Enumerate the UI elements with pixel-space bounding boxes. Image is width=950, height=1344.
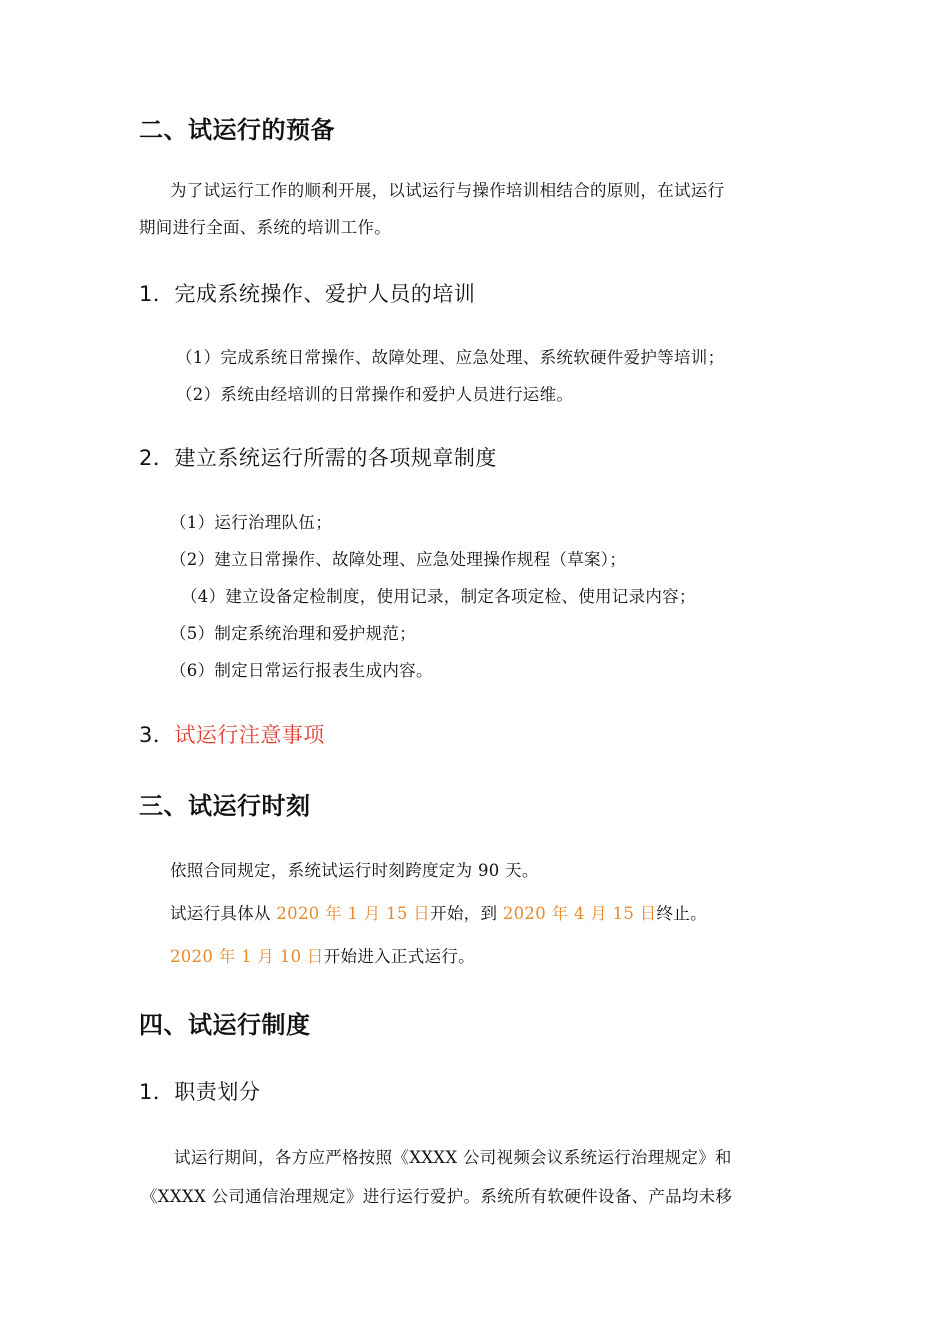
intro-paragraph-line-1: 为了试运行工作的顺利开展，以试运行与操作培训相结合的原则，在试运行	[170, 181, 725, 200]
subheading-number: 3．	[139, 723, 175, 747]
subheading-training: 1．完成系统操作、爱护人员的培训	[139, 282, 476, 306]
formal-operation-date: 2020 年 1 月 10 日	[170, 947, 324, 966]
end-date: 2020 年 4 月 15 日	[502, 904, 657, 923]
subheading-precautions	[139, 719, 325, 749]
list-item-regulation-2: （2）建立日常操作、故障处理、应急处理操作规程（草案）；	[170, 550, 627, 569]
subheading-regulations: 2．建立系统运行所需的各项规章制度	[139, 446, 497, 470]
time-line-1: 依照合同规定，系统试运行时刻跨度定为 90 天。	[170, 861, 539, 880]
time-line-3	[170, 943, 475, 967]
section-heading-system: 四、试运行制度	[139, 1011, 311, 1039]
responsibility-paragraph-line-2: 《XXXX 公司通信治理规定》进行运行爱护。系统所有软硬件设备、产品均未移	[141, 1187, 733, 1206]
subheading-responsibilities: 1．职责划分	[139, 1080, 261, 1104]
time-line-2-suffix: 终止。	[656, 904, 707, 923]
list-item-regulation-4: （4）建立设备定检制度，使用记录，制定各项定检、使用记录内容；	[181, 587, 696, 606]
time-line-2-middle: 开始，到	[430, 904, 503, 923]
list-item-regulation-5: （5）制定系统治理和爱护规范；	[170, 624, 416, 643]
time-line-2	[170, 900, 707, 924]
start-date: 2020 年 1 月 15 日	[276, 904, 431, 923]
precautions-title: 试运行注意事项	[174, 723, 325, 747]
responsibility-paragraph-line-1: 试运行期间，各方应严格按照《XXXX 公司视频会议系统运行治理规定》和	[174, 1148, 732, 1167]
intro-paragraph-line-2: 期间进行全面、系统的培训工作。	[139, 218, 391, 237]
time-line-2-prefix: 试运行具体从	[170, 904, 277, 923]
list-item-regulation-6: （6）制定日常运行报表生成内容。	[170, 661, 433, 680]
list-item-training-2: （2）系统由经培训的日常操作和爱护人员进行运维。	[176, 385, 574, 404]
section-heading-preparation: 二、试运行的预备	[139, 116, 335, 144]
section-heading-time: 三、试运行时刻	[139, 792, 311, 820]
list-item-regulation-1: （1）运行治理队伍；	[170, 513, 332, 532]
time-line-3-suffix: 开始进入正式运行。	[323, 947, 475, 966]
list-item-training-1: （1）完成系统日常操作、故障处理、应急处理、系统软硬件爱护等培训；	[176, 348, 725, 367]
